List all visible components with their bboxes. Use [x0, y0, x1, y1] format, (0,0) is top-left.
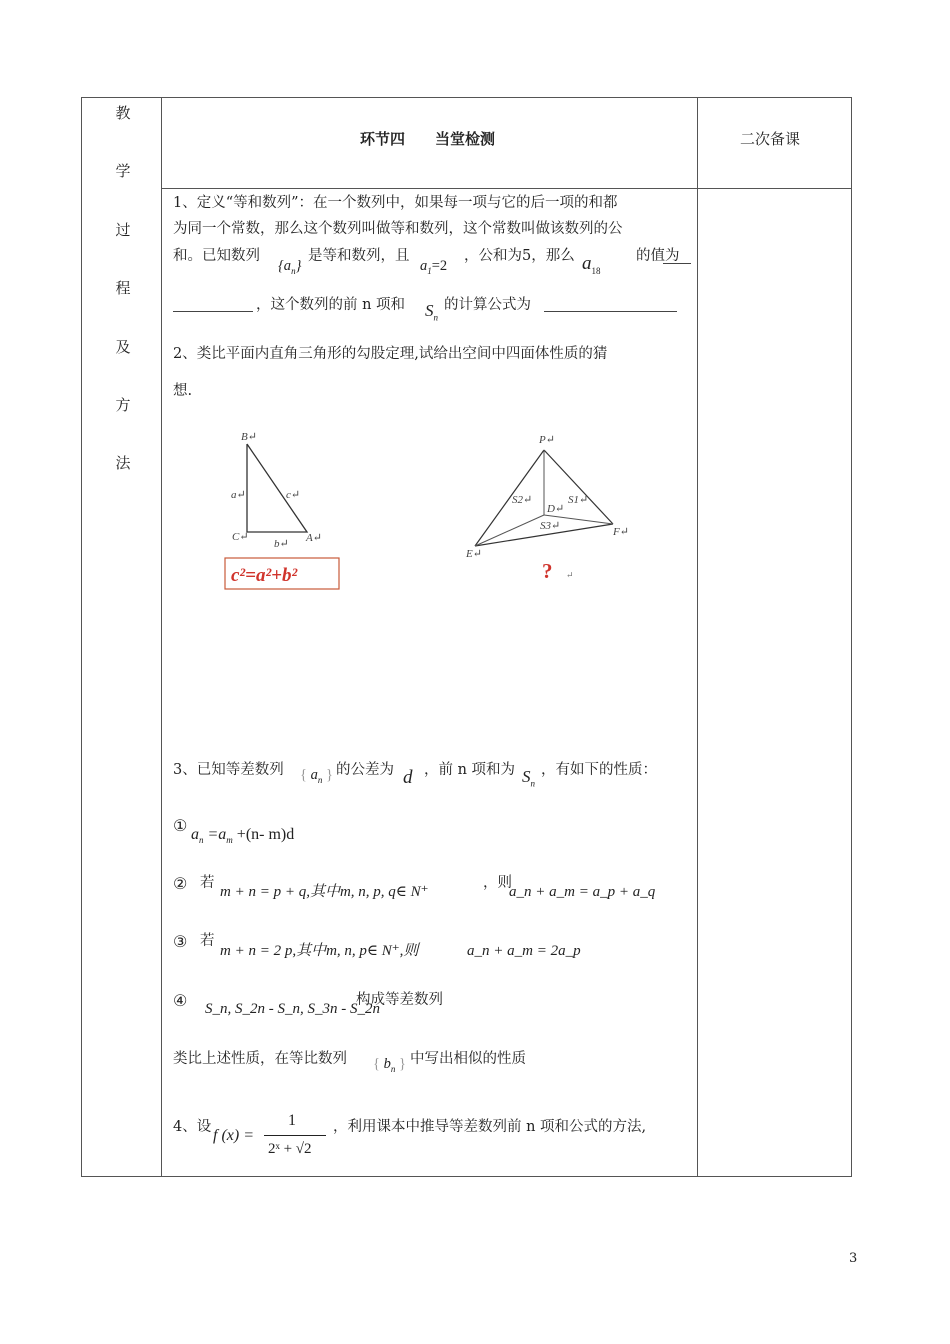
vertex-b-label: B↵ [241, 431, 257, 443]
section-title: 环节四 当堂检测 [360, 130, 496, 148]
table-left-border [81, 97, 82, 1177]
face-s1-label: S1↵ [568, 494, 589, 506]
q3-prop2-condition: m + n = p + q,其中m, n, p, q∈ N⁺ [220, 884, 429, 900]
q3-prop2-ze: ，则 [483, 875, 512, 891]
q1-a1: $a_1=2$ [420, 258, 448, 276]
q1-line3a: 和。已知数列 [173, 248, 260, 264]
q1-blank-1b[interactable] [173, 297, 253, 312]
q3-prop2-result: a_n + a_m = a_p + a_q [509, 884, 656, 900]
left-col-char-7: 法 [115, 454, 131, 472]
q3-prop4-expression: S_n, S_2n - S_n, S_3n - S_2n [205, 1001, 380, 1017]
vertex-a-label: A↵ [306, 532, 322, 544]
q3-prop3-number: ③ [173, 932, 188, 951]
q3-analog-a: 类比上述性质，在等比数列 [173, 1051, 347, 1067]
q1-line4a: ，这个数列的前 n 项和 [256, 297, 406, 313]
q3-prop1: $a_n =a_m +(n-$ m)d [191, 826, 295, 846]
q1-line2: 为同一个常数，那么这个数列叫做等和数列，这个常数叫做该数列的公 [173, 221, 623, 237]
q3-prop3-condition: m + n = 2 p,其中m, n, p∈ N⁺,则 [220, 943, 419, 959]
q4-rest: ，利用课本中推导等差数列前 n 项和公式的方法, [333, 1119, 647, 1135]
q1-line1: 1、定义“等和数列”：在一个数列中，如果每一项与它的后一项的和都 [173, 195, 618, 211]
question-mark: ? [542, 559, 553, 583]
side-c-label: c↵ [286, 489, 301, 501]
q1-line3d: 的值为 [636, 248, 680, 264]
q3-intro-a: 3、已知等差数列 [173, 762, 284, 778]
q3-bn: { $b_n$ } [373, 1056, 406, 1074]
vertex-c-label: C↵ [232, 531, 249, 543]
q1-a18: $a_{18}$ [582, 253, 601, 276]
q1-line3b: 是等和数列，且 [308, 248, 410, 264]
q2-line2: 想. [173, 383, 193, 399]
q3-prop3-result: a_n + a_m = 2a_p [467, 943, 581, 959]
q3-prop2-ruo: 若 [200, 875, 215, 891]
face-s2-label: S2↵ [512, 494, 533, 506]
q3-sn: $S_n$ [522, 767, 535, 789]
left-col-char-6: 方 [115, 396, 131, 414]
q4-fraction-bar [264, 1135, 326, 1136]
table-right-border [851, 97, 852, 1177]
left-col-char-5: 及 [115, 338, 131, 356]
column-divider-left [161, 97, 162, 1177]
q4-numerator: 1 [288, 1112, 296, 1129]
pythagoras-formula: c²=a²+b² [231, 565, 298, 586]
header-row-divider [161, 188, 852, 189]
q3-analog-b: 中写出相似的性质 [410, 1051, 526, 1067]
q3-prop4-number: ④ [173, 991, 188, 1010]
question-mark-tail: ↵ [566, 570, 574, 580]
q4-function: f (x) = [213, 1127, 254, 1144]
left-col-char-3: 过 [115, 221, 131, 239]
face-s3-label: S3↵ [540, 520, 561, 532]
column-divider-right [697, 97, 698, 1177]
q1-blank-2[interactable] [544, 297, 677, 312]
left-col-char-4: 程 [115, 279, 131, 297]
q3-prop2-number: ② [173, 874, 188, 893]
page-number: 3 [849, 1251, 858, 1266]
left-col-char-1: 教 [115, 104, 131, 122]
q2-line1: 2、类比平面内直角三角形的勾股定理,试给出空间中四面体性质的猜 [173, 346, 608, 362]
side-a-label: a↵ [231, 489, 246, 501]
q3-an: { $a_n$ } [300, 767, 333, 785]
left-col-char-2: 学 [115, 162, 131, 180]
q1-line4b: 的计算公式为 [444, 297, 531, 313]
q1-line3c: ，公和为5，那么 [464, 248, 575, 264]
vertex-e-label: E↵ [466, 548, 482, 560]
q3-prop1-number: ① [173, 816, 188, 835]
q3-intro-e: ，有如下的性质： [541, 762, 657, 778]
q4-denominator: 2ˣ + √2 [268, 1141, 312, 1157]
q4-intro: 4、设 [173, 1119, 212, 1135]
q3-intro-b: 的公差为 [336, 762, 394, 778]
q1-sn: $S_n$ [425, 301, 438, 323]
q3-intro-c: ，前 n 项和为 [424, 762, 516, 778]
table-bottom-border [81, 1176, 852, 1177]
side-b-label: b↵ [274, 538, 289, 550]
q3-d: d [403, 767, 413, 788]
vertex-d-label: D↵ [547, 503, 565, 515]
q3-prop4-tail: 构成等差数列 [356, 992, 443, 1008]
table-top-border [81, 97, 852, 98]
q3-prop3-ruo: 若 [200, 933, 215, 949]
vertex-p-label: P↵ [539, 434, 555, 446]
right-triangle-figure [222, 428, 347, 593]
second-preparation-label: 二次备课 [740, 130, 801, 148]
q1-blank-1a[interactable] [663, 249, 691, 264]
vertex-f-label: F↵ [613, 526, 629, 538]
triangle-shape [247, 444, 307, 532]
q1-an: $\{a_n\}$ [278, 258, 302, 276]
tetrahedron-figure [462, 428, 642, 588]
